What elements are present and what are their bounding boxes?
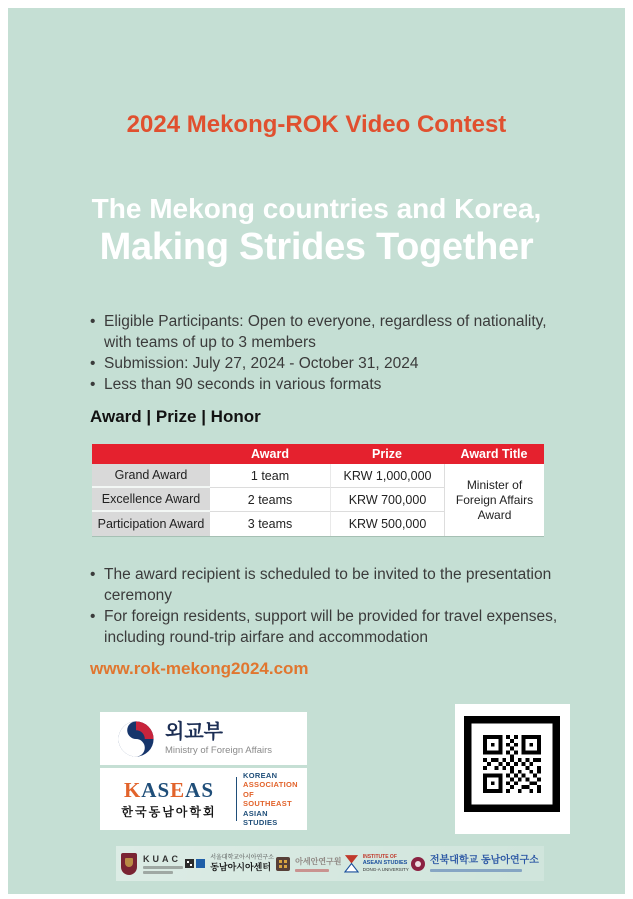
kaseas-letter: E bbox=[170, 777, 186, 802]
table-row-category: Participation Award bbox=[92, 512, 210, 536]
donga-hourglass-icon bbox=[344, 854, 359, 873]
table-cell-prize: KRW 500,000 bbox=[330, 512, 444, 536]
bullet-icon: • bbox=[90, 355, 96, 372]
donga-text bbox=[363, 854, 409, 873]
kaseas-wordmark bbox=[108, 779, 230, 820]
bullet-icon: • bbox=[90, 313, 96, 330]
donga-line1: INSTITUTE OF bbox=[362, 854, 397, 860]
assoc-line: SOUTHEAST bbox=[243, 799, 292, 808]
list-item bbox=[90, 353, 576, 374]
table-cell-teams: 2 teams bbox=[210, 488, 330, 512]
table-header-prize: Prize bbox=[330, 444, 444, 464]
asean-subtext-bar bbox=[295, 869, 329, 872]
snuac-line2: 동남아시아센터 bbox=[210, 861, 272, 872]
mofa-korean-name: 외교부 bbox=[165, 721, 223, 743]
table-cell-teams: 1 team bbox=[210, 464, 330, 488]
snuac-logo bbox=[185, 855, 274, 873]
table-header-award-title: Award Title bbox=[444, 444, 544, 464]
bullet-text: Less than 90 seconds in various formats bbox=[104, 376, 382, 393]
list-item bbox=[90, 311, 576, 353]
bullet-text: Eligible Participants: Open to everyone, regardless of nationality, with teams of up to 3 members bbox=[104, 313, 547, 351]
qr-code-image bbox=[464, 716, 560, 812]
kaseas-korean-name: 한국동남아학회 bbox=[121, 804, 217, 819]
kaseas-letter: S bbox=[201, 777, 215, 802]
jbnu-logo bbox=[411, 855, 539, 872]
snuac-square-dark bbox=[185, 859, 194, 868]
mofa-logo bbox=[100, 712, 307, 765]
assoc-line: KOREAN bbox=[243, 770, 278, 780]
kaseas-acronym bbox=[108, 779, 230, 801]
jbnu-name: 전북대학교 동남아연구소 bbox=[429, 855, 539, 866]
bullet-icon: • bbox=[90, 376, 96, 393]
table-header-empty bbox=[92, 444, 210, 464]
kaseas-letter: S bbox=[157, 777, 171, 802]
snuac-square-blue bbox=[196, 859, 205, 868]
kaseas-logo bbox=[100, 768, 307, 830]
bullet-icon: • bbox=[90, 566, 96, 583]
assoc-line: OF bbox=[243, 789, 255, 799]
kaseas-association-text bbox=[243, 771, 299, 828]
detail-bullet-list bbox=[90, 564, 584, 648]
bullet-text: The award recipient is scheduled to be invited to the presentation ceremony bbox=[104, 566, 552, 604]
mofa-text bbox=[165, 721, 272, 756]
jbnu-emblem-icon bbox=[411, 857, 425, 871]
bullet-icon: • bbox=[90, 608, 96, 625]
headline bbox=[8, 192, 625, 270]
list-item bbox=[90, 564, 584, 606]
taegeuk-icon bbox=[117, 720, 155, 758]
divider bbox=[236, 777, 237, 821]
award-table bbox=[92, 444, 544, 536]
jbnu-text bbox=[430, 855, 539, 872]
headline-line2: Making Strides Together bbox=[99, 226, 534, 268]
donga-line3: DONG-A UNIVERSITY bbox=[362, 867, 409, 872]
kaseas-letter: A bbox=[141, 777, 158, 802]
table-row-category: Excellence Award bbox=[92, 488, 210, 512]
assoc-line: ASIAN STUDIES bbox=[243, 808, 278, 827]
partner-logos-strip bbox=[116, 846, 544, 881]
kuac-subtext-bar bbox=[143, 871, 173, 874]
info-bullet-list bbox=[90, 311, 576, 395]
qr-code bbox=[455, 704, 570, 834]
kuac-crest-icon bbox=[121, 853, 137, 875]
snuac-line1: 서울대학교아시아연구소 bbox=[210, 854, 274, 861]
poster-background bbox=[8, 8, 625, 894]
website-link[interactable]: www.rok-mekong2024.com bbox=[90, 659, 309, 678]
asean-name: 아세안연구원 bbox=[295, 856, 342, 866]
table-header-award: Award bbox=[210, 444, 330, 464]
assoc-line: ASSOCIATION bbox=[243, 780, 298, 789]
table-row-category: Grand Award bbox=[92, 464, 210, 488]
asean-text bbox=[295, 856, 341, 872]
snuac-mark-icon bbox=[185, 859, 205, 868]
table-cell-award-title: Minister of Foreign Affairs Award bbox=[444, 464, 544, 536]
kuac-name: KUAC bbox=[143, 853, 181, 864]
list-item bbox=[90, 606, 584, 648]
table-cell-teams: 3 teams bbox=[210, 512, 330, 536]
kuac-subtext-bar bbox=[143, 866, 183, 869]
kuac-text bbox=[143, 854, 183, 874]
table-cell-prize: KRW 1,000,000 bbox=[330, 464, 444, 488]
jbnu-subtext-bar bbox=[430, 869, 522, 872]
snuac-text bbox=[210, 855, 274, 873]
contest-title: 2024 Mekong-ROK Video Contest bbox=[126, 111, 507, 138]
asean-square-icon bbox=[276, 857, 290, 871]
bullet-text: For foreign residents, support will be provided for travel expenses, including round-trip airfare and accommodation bbox=[104, 608, 558, 646]
kaseas-letter: A bbox=[185, 777, 202, 802]
headline-line1: The Mekong countries and Korea, bbox=[91, 193, 542, 224]
asean-institute-logo bbox=[276, 856, 341, 872]
donga-line2: ASEAN STUDIES bbox=[362, 860, 408, 866]
kaseas-letter: K bbox=[123, 777, 142, 802]
list-item bbox=[90, 374, 576, 395]
table-cell-prize: KRW 700,000 bbox=[330, 488, 444, 512]
award-section-heading: Award | Prize | Honor bbox=[90, 407, 261, 426]
mofa-english-name: Ministry of Foreign Affairs bbox=[165, 745, 273, 756]
kuac-logo bbox=[121, 853, 183, 875]
donga-institute-logo bbox=[344, 854, 409, 873]
bullet-text: Submission: July 27, 2024 - October 31, 2024 bbox=[104, 355, 419, 372]
